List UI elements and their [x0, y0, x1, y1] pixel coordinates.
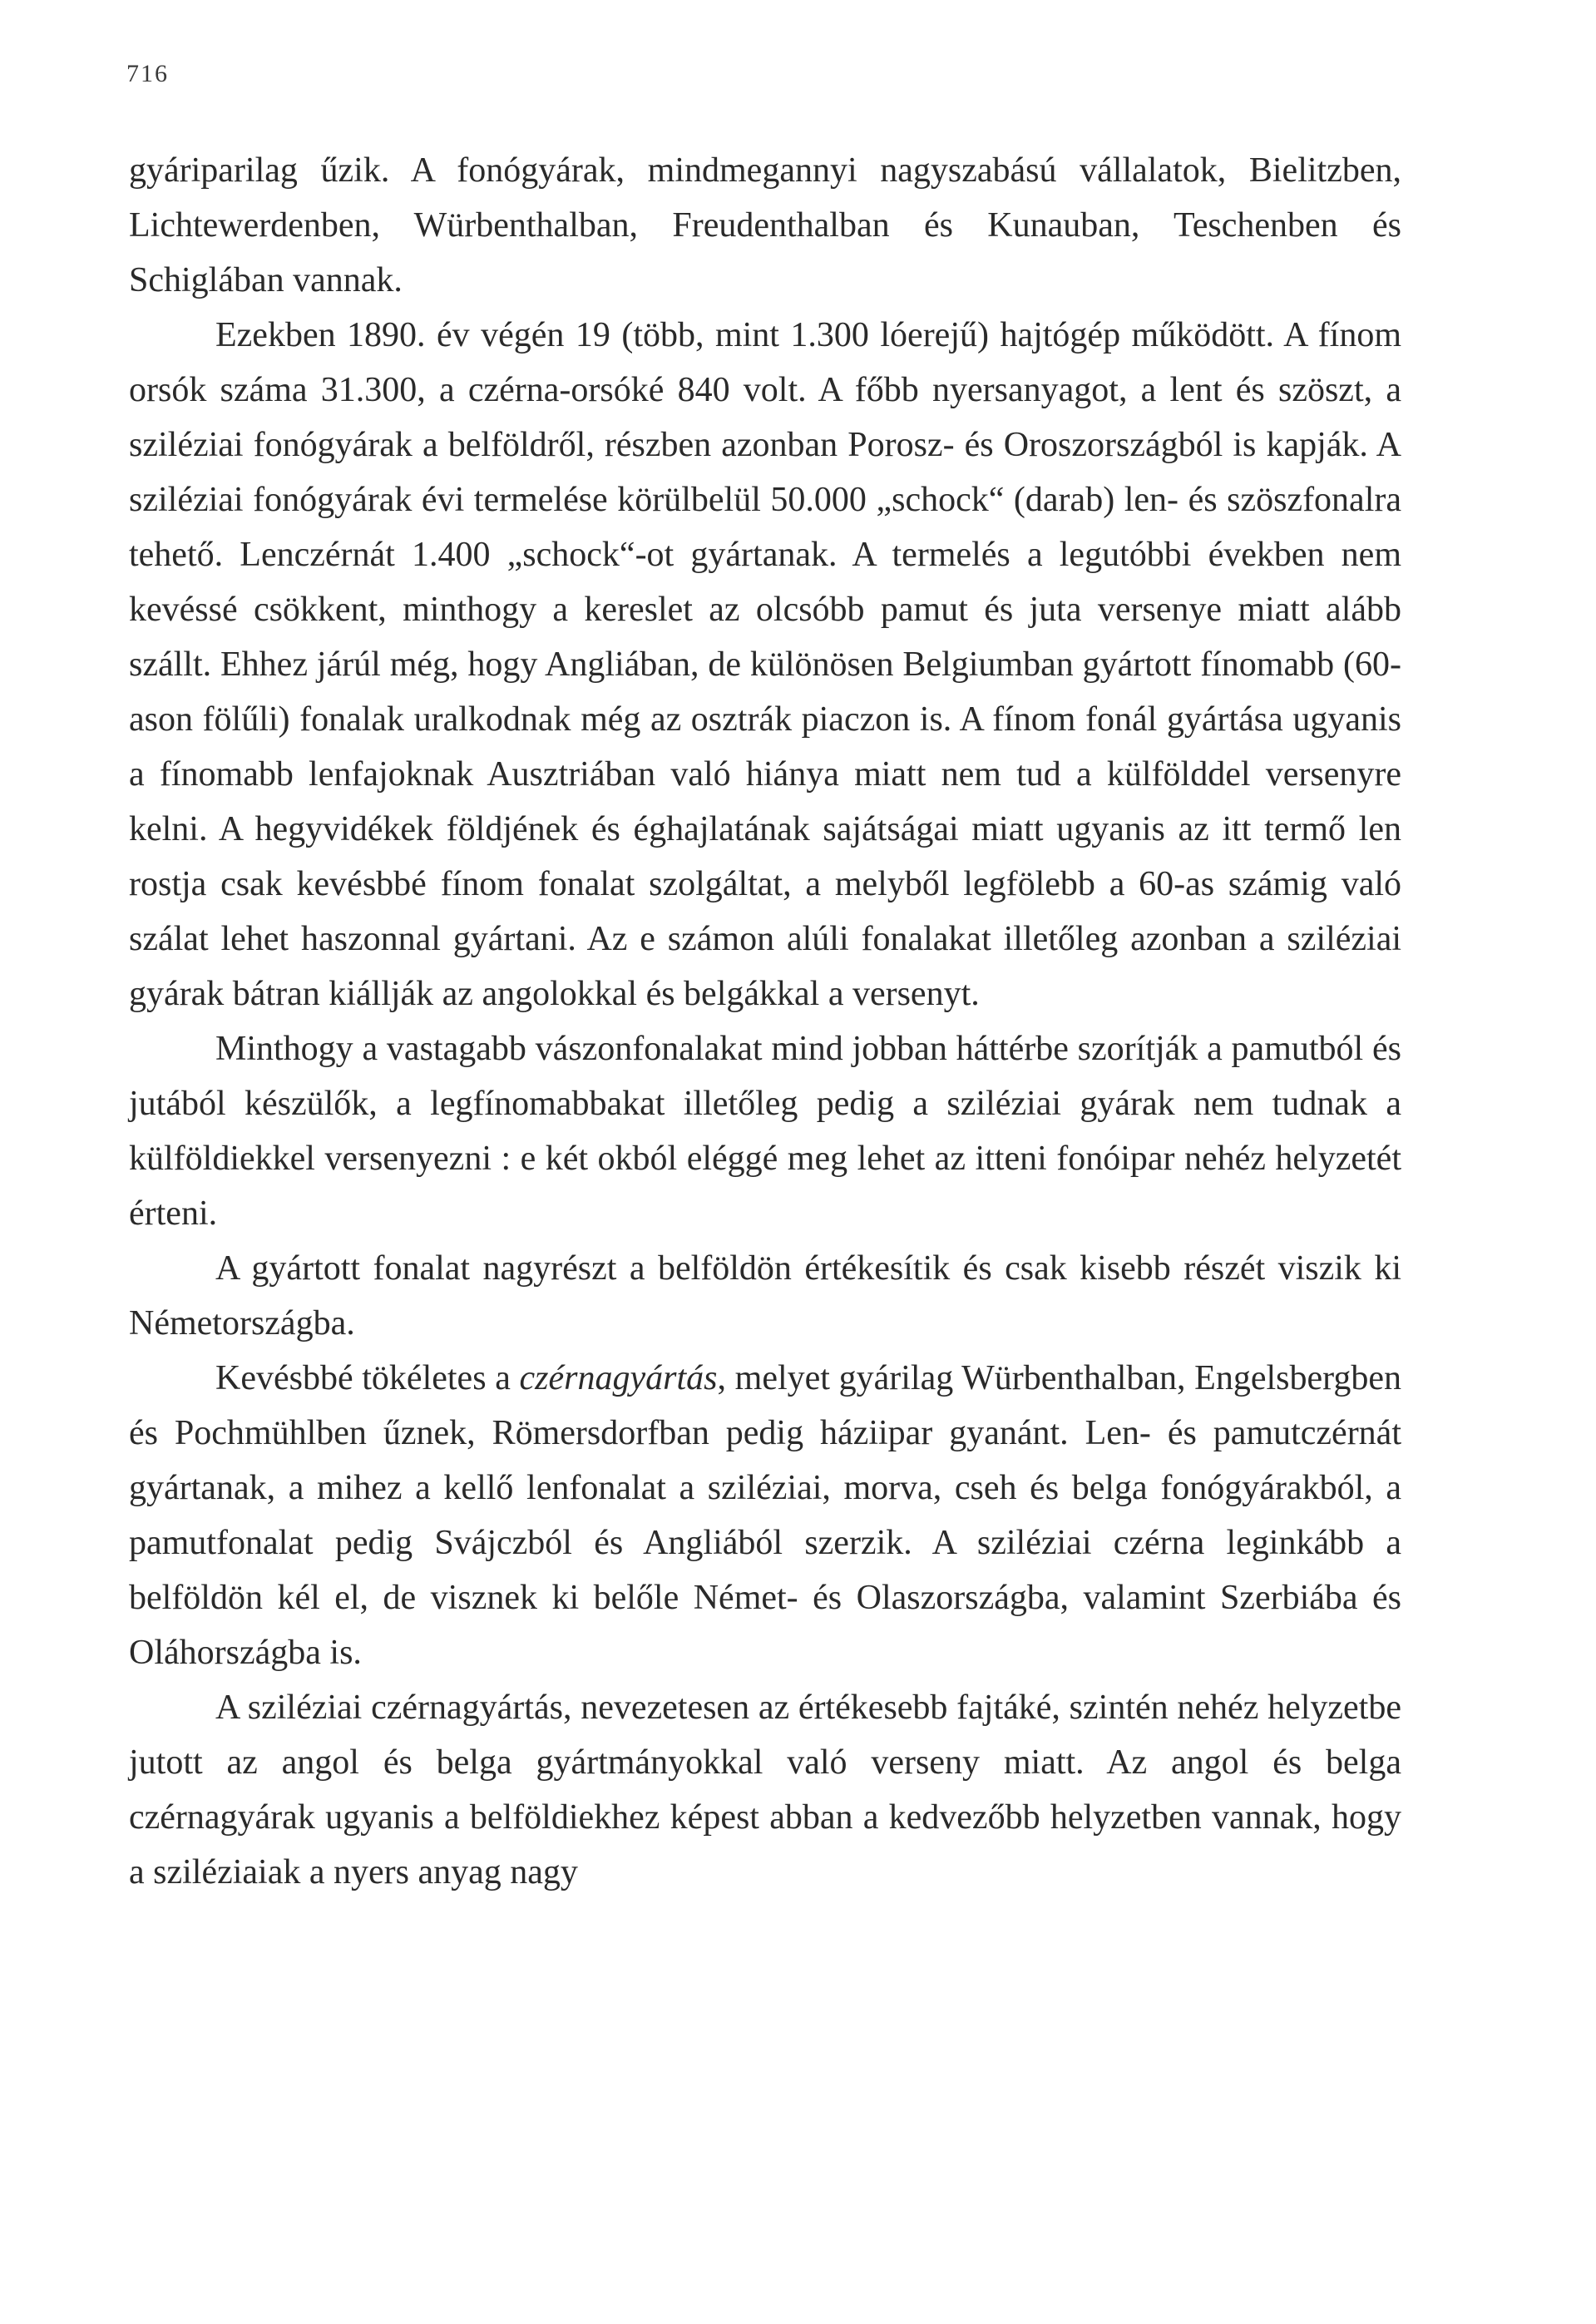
page-number: 716	[126, 60, 169, 87]
paragraph-text: Kevésbbé tökéletes a	[215, 1359, 520, 1397]
paragraph: A sziléziai czérnagyártás, nevezetesen az értékesebb fajtáké, szintén nehéz helyzetbe jutott az angol és belga gyártmányokkal való verseny miatt. Az angol és belga czérnagyárak ugyanis a belföldiekhez képest abban a kedvezőbb helyzetben vannak, hogy a sziléziaiak a nyers anyag nagy	[129, 1689, 1401, 1891]
paragraph: gyáriparilag űzik. A fonógyárak, mindmegannyi nagyszabású vállalatok, Bielitzben, Lichtewerdenben, Würbenthalban, Freudenthalban és Kunauban, Teschenben és Schiglában vannak.	[129, 151, 1401, 299]
paragraph: A gyártott fonalat nagyrészt a belföldön értékesítik és csak kisebb részét viszik ki Németországba.	[129, 1249, 1401, 1342]
paragraph-text: , melyet gyárilag Würbenthalban, Engelsbergben és Pochmühlben űznek, Römersdorfban pedig háziipar gyanánt. Len- és pamutczérnát gyártanak, a mihez a kellő lenfonalat a sziléziai, morva, cseh és belga fonógyárakból, a pamutfonalat pedig Svájczból és Angliából szerzik. A sziléziai czérna leginkább a belföldön kél el, de visznek ki belőle Német- és Olaszországba, valamint Szerbiába és Oláhországba is.	[129, 1359, 1401, 1672]
body-text	[129, 143, 1401, 1900]
paragraph: Minthogy a vastagabb vászonfonalakat mind jobban háttérbe szorítják a pamutból és jutából készülők, a legfínomabbakat illetőleg pedig a sziléziai gyárak nem tudnak a külföldiekkel versenyezni : e két okból eléggé meg lehet az itteni fonóipar nehéz helyzetét érteni.	[129, 1030, 1401, 1233]
paragraph: Ezekben 1890. év végén 19 (több, mint 1.300 lóerejű) hajtógép működött. A fínom orsók száma 31.300, a czérna-orsóké 840 volt. A főbb nyersanyagot, a lent és szöszt, a sziléziai fonógyárak a belföldről, részben azonban Porosz- és Oroszországból is kapják. A sziléziai fonógyárak évi termelése körülbelül 50.000 „schock“ (darab) len- és szöszfonalra tehető. Lenczérnát 1.400 „schock“-ot gyártanak. A termelés a legutóbbi években nem kevéssé csökkent, minthogy a kereslet az olcsóbb pamut és juta versenye miatt alább szállt. Ehhez járúl még, hogy Angliában, de különösen Belgiumban gyártott fínomabb (60-ason fölűli) fonalak uralkodnak még az osztrák piaczon is. A fínom fonál gyártása ugyanis a fínomabb lenfajoknak Ausztriában való hiánya miatt nem tud a külfölddel versenyre kelni. A hegyvidékek földjének és éghajlatának sajátságai miatt ugyanis az itt termő len rostja csak kevésbbé fínom fonalat szolgáltat, a melyből legfölebb a 60-as számig való szálat lehet haszonnal gyártani. Az e számon alúli fonalakat illetőleg azonban a sziléziai gyárak bátran kiállják az angolokkal és belgákkal a versenyt.	[129, 316, 1401, 1013]
paragraph	[129, 1351, 1401, 1680]
emphasized-term: czérnagyártás	[519, 1359, 718, 1397]
